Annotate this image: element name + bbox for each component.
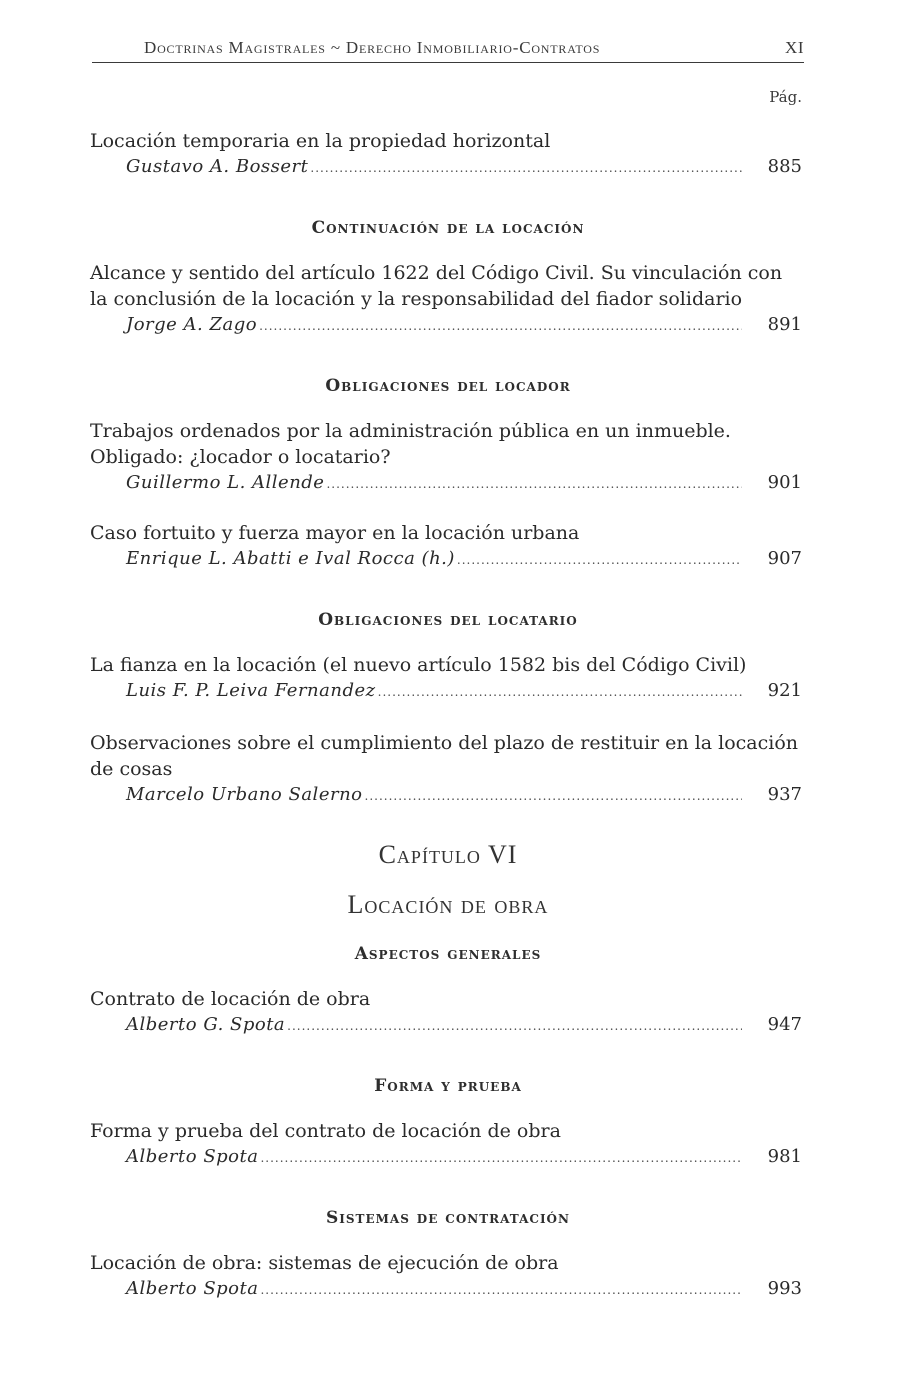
entry-title: Locación temporaria en la propiedad horizontal xyxy=(90,130,551,152)
dot-leader xyxy=(378,679,742,705)
chapter-title: Locación de obra xyxy=(347,890,549,919)
section-heading: Continuación de la locación xyxy=(311,218,585,238)
entry-page-number: 937 xyxy=(767,784,802,805)
entry-author: Guillermo L. Allende xyxy=(126,472,325,493)
entry-title: Contrato de locación de obra xyxy=(90,988,371,1010)
entry-page-number: 947 xyxy=(767,1014,802,1035)
toc-entry xyxy=(90,1118,802,1171)
section-heading: Sistemas de contratación xyxy=(326,1208,570,1228)
dot-leader xyxy=(287,1013,742,1039)
entry-page-number: 891 xyxy=(767,314,802,335)
toc-entry xyxy=(90,520,802,573)
toc-entry xyxy=(90,418,802,497)
dot-leader xyxy=(260,1277,742,1303)
entry-author: Luis F. P. Leiva Fernandez xyxy=(126,680,376,701)
entry-title: La fianza en la locación (el nuevo artículo 1582 bis del Código Civil) xyxy=(90,654,747,676)
entry-author: Gustavo A. Bossert xyxy=(126,156,309,177)
entry-page-number: 907 xyxy=(767,548,802,569)
entry-title: Caso fortuito y fuerza mayor en la locación urbana xyxy=(90,522,580,544)
toc-entry xyxy=(90,986,802,1039)
dot-leader xyxy=(310,155,742,181)
entry-page-number: 993 xyxy=(767,1278,802,1299)
entry-author: Alberto Spota xyxy=(126,1146,259,1167)
dot-leader xyxy=(326,471,742,497)
section-heading: Aspectos generales xyxy=(354,944,542,964)
entry-title: Alcance y sentido del artículo 1622 del Código Civil. Su vinculación con la conclusión de la locación y la responsabilidad del fiador solidario xyxy=(90,262,783,310)
section-heading: Obligaciones del locatario xyxy=(318,610,578,630)
entry-title: Trabajos ordenados por la administración pública en un inmueble. Obligado: ¿locador o locatario? xyxy=(90,420,731,468)
running-head xyxy=(92,36,804,63)
entry-author: Enrique L. Abatti e Ival Rocca (h.) xyxy=(126,548,455,569)
entry-author: Alberto G. Spota xyxy=(126,1014,286,1035)
toc-entry xyxy=(90,1250,802,1303)
toc-entry xyxy=(90,652,802,705)
toc-entry xyxy=(90,128,802,181)
dot-leader xyxy=(365,783,742,809)
entry-page-number: 981 xyxy=(767,1146,802,1167)
entry-title: Locación de obra: sistemas de ejecución de obra xyxy=(90,1252,559,1274)
dot-leader xyxy=(260,1145,742,1171)
entry-author: Marcelo Urbano Salerno xyxy=(126,784,363,805)
toc-entry xyxy=(90,730,802,809)
entry-page-number: 921 xyxy=(767,680,802,701)
toc-entry xyxy=(90,260,802,339)
entry-page-number: 885 xyxy=(767,156,802,177)
entry-page-number: 901 xyxy=(767,472,802,493)
section-heading: Obligaciones del locador xyxy=(325,376,571,396)
entry-title: Forma y prueba del contrato de locación de obra xyxy=(90,1120,561,1142)
dot-leader xyxy=(259,313,742,339)
entry-title: Observaciones sobre el cumplimiento del plazo de restituir en la locación de cosas xyxy=(90,732,799,780)
entry-author: Jorge A. Zago xyxy=(126,314,258,335)
page-folio: XI xyxy=(785,38,804,57)
running-title: Doctrinas Magistrales ~ Derecho Inmobiliario-Contratos xyxy=(144,38,601,57)
dot-leader xyxy=(457,547,742,573)
section-heading: Forma y prueba xyxy=(374,1076,522,1096)
entry-author: Alberto Spota xyxy=(126,1278,259,1299)
chapter-number: Capítulo VI xyxy=(378,840,518,869)
page-column-label: Pág. xyxy=(769,88,802,106)
